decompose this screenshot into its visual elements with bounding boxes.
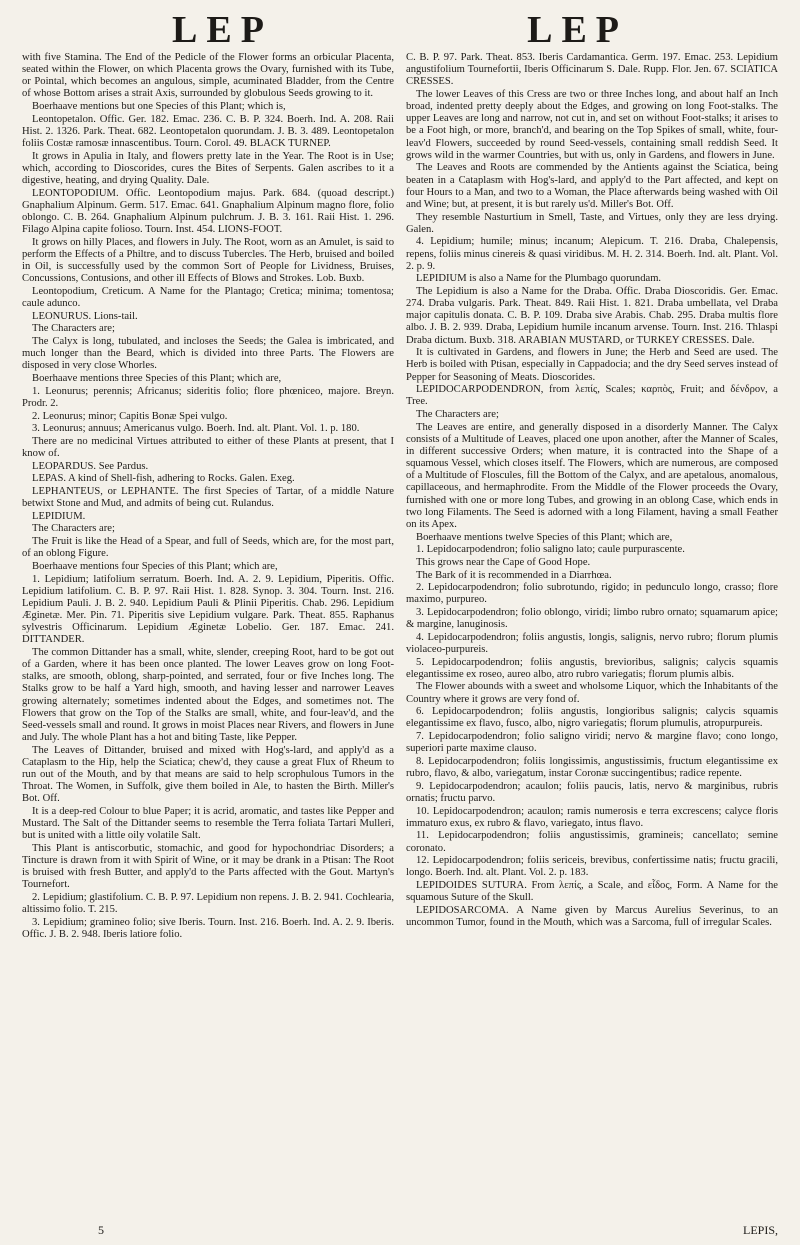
paragraph: 4. Lepidium; humile; minus; incanum; Alepicum. T. 216. Draba, Chalepensis, repens, foliis minus cinereis & quasi viridibus. M. H. 2. 314. Boerh. Ind. alt. Plant. Vol. 2. p. 9. (406, 236, 778, 272)
paragraph: This grows near the Cape of Good Hope. (416, 556, 591, 568)
paragraph: They resemble Nasturtium in Smell, Taste, and Virtues, only they are less drying. Galen. (406, 211, 778, 235)
paragraph: Boerhaave mentions three Species of this Plant; which are, (32, 373, 282, 385)
paragraph: The Characters are; (416, 409, 499, 421)
paragraph: 2. Lepidocarpodendron; folio subrotundo, rigido; in pedunculo longo, crasso; flore maximo, purpureo. (406, 582, 778, 606)
paragraph: 2. Leonurus; minor; Capitis Bonæ Spei vulgo. (32, 410, 228, 422)
paragraph: There are no medicinal Virtues attributed to either of these Plants at present, that I know of. (22, 435, 394, 459)
paragraph: LEONURUS. Lions-tail. (32, 310, 138, 322)
paragraph: The lower Leaves of this Cress are two or three Inches long, and about half an Inch broad, indented pretty deeply about the Edges, and growing on long Foot-stalks. The upper Leaves are long and narrow, not cut in, and set on without Foot-stalks; it arises to be a Foot high, or more, branch'd, and bearing on the Top Spikes of small, white, four-leav'd Flowers, succeeded by round Seed-vessels, containing small reddish Seed. It grows wild in the warmer Countries, but with us, only in Gardens, and flowers in June. (406, 88, 778, 161)
running-head (22, 8, 778, 52)
running-head-right: LEP (527, 9, 628, 51)
paragraph: 1. Lepidocarpodendron; folio saligno lato; caule purpurascente. (416, 544, 685, 556)
paragraph: The Characters are; (32, 323, 115, 335)
paragraph: LEPIDOIDES SUTURA. From λεπίς, a Scale, and εἶδος, Form. A Name for the squamous Suture of the Skull. (406, 879, 778, 904)
right-column (406, 52, 778, 942)
left-column (22, 52, 394, 942)
paragraph: 3. Lepidium; gramineo folio; sive Iberis. Tourn. Inst. 216. Boerh. Ind. A. 2. 9. Iberis. Offic. J. B. 2. 948. Iberis latiore folio. (22, 916, 394, 941)
paragraph: Boerhaave mentions but one Species of this Plant; which is, (32, 101, 286, 113)
signature-mark: 5 (98, 1223, 104, 1237)
paragraph: 6. Lepidocarpodendron; foliis angustis, longioribus salignis; calycis squamis elegantissime ex flavo, fusco, albo, nigro variegatis; florum plumulis, atropurpureis. (406, 706, 778, 730)
paragraph: LEPAS. A kind of Shell-fish, adhering to Rocks. Galen. Exeg. (32, 473, 295, 485)
paragraph: LEPIDOSARCOMA. A Name given by Marcus Aurelius Severinus, to an uncommon Tumor, found in the Mouth, which was a Sarcoma, full of irregular Scales. (406, 904, 778, 928)
paragraph: The Leaves of Dittander, bruised and mixed with Hog's-lard, and apply'd as a Cataplasm to the Hip, help the Sciatica; chew'd, they cause a great Flux of Rheum to run out of the Mouth, and by that means are said to help scrophulous Tumors in the Throat. The Women, in Suffolk, give them boiled in Ale, to hasten the Birth. Miller's Bot. Off. (22, 744, 394, 805)
paragraph: 1. Lepidium; latifolium serratum. Boerh. Ind. A. 2. 9. Lepidium, Piperitis. Offic. Lepidium latifolium. C. B. P. 97. Raii Hist. 1. 828. Synop. 3. 304. Tourn. Inst. 216. Lepidium Pauli. J. B. 2. 940. Lepidium Pauli & Plinii Piperitis. Chab. 296. Lepidium Æginetæ. Mer. Pin. 71. Piperitis sive Lepidium vulgare. Park. Theat. 855. Raphanus sylvestris Officinarum. Lepidium Æginetæ Lobelio. Ger. 187. Emac. 241. DITTANDER. (22, 573, 394, 646)
paragraph: 10. Lepidocarpodendron; acaulon; ramis numerosis e terra excrescens; calyce floris immaturo exus, ex rubro & flavo, variegato, intus flavo. (406, 805, 778, 829)
paragraph: It grows on hilly Places, and flowers in July. The Root, worn as an Amulet, is said to perform the Effects of a Philtre, and to discuss Tubercles. The Herb, bruised and boiled in Oil, is successfully used by the common Sort of People for Lividness, Bruises, Concussions, Contusions, and other ill Effects of Blows and Strokes. Lob. Buxb. (22, 236, 394, 285)
paragraph: 5. Lepidocarpodendron; foliis angustis, brevioribus, salignis; calycis squamis elegantissime ex roseo, aureo albo, atro rubro variegatis; florum plumis albis. (406, 656, 778, 680)
page-footer (22, 1223, 778, 1238)
paragraph: It is a deep-red Colour to blue Paper; it is acrid, aromatic, and tastes like Pepper and Mustard. The Salt of the Dittander seems to resemble the Terra foliata Tartari Mulleri, but is united with a little oily volatile Salt. (22, 806, 394, 842)
paragraph: 12. Lepidocarpodendron; foliis sericeis, brevibus, confertissime natis; fructu gracili, longo. Boerh. Ind. alt. Plant. Vol. 2. p. 183. (406, 855, 778, 879)
paragraph: LEPHANTEUS, or LEPHANTE. The first Species of Tartar, of a middle Nature betwixt Stone and Mud, and admits of being cut. Rulandus. (22, 485, 394, 510)
paragraph: Leontopodium, Creticum. A Name for the Plantago; Cretica; minima; tomentosa; caule adunco. (22, 285, 394, 310)
paragraph: Boerhaave mentions twelve Species of this Plant; which are, (416, 531, 673, 543)
paragraph: 2. Lepidium; glastifolium. C. B. P. 97. Lepidium non repens. J. B. 2. 941. Cochlearia, altissimo folio. T. 215. (22, 892, 394, 916)
paragraph: with five Stamina. The End of the Pedicle of the Flower forms an orbicular Placenta, seated within the Flower, on which Placenta grows the Ovary, furnished with its Tube, or Pointal, which becomes an angulous, simple, acuminated Bladder, from the Centre of whose Bottom arises a strait Axis, surrounded by globulous Seeds growing to it. (22, 52, 394, 100)
paragraph: The Characters are; (32, 523, 115, 535)
paragraph: The Leaves are entire, and generally disposed in a disorderly Manner. The Calyx consists of a Multitude of Leaves, placed one upon another, after the Manner of Scales, in different successive Orders; when mature, it is contracted into the Shape of a squamous Vessel, which closes itself. The Flowers, which are numerous, are composed of a Multitude of Floscules, fill the Bottom of the Calyx, and are apetalous, anomalous, capillaceous, and hermaphrodite. From the Middle of the Flower proceeds the Ovary, furnished with one or more long Tubes, and growing in an oblong Case, which ends in two long Filaments. The Seed is adorned with a long Filament, having a small Feather on its Apex. (406, 421, 778, 530)
paragraph: The Flower abounds with a sweet and wholsome Liquor, which the Inhabitants of the Country where it grows are very fond of. (406, 681, 778, 705)
catchword: LEPIS, (742, 1223, 778, 1237)
paragraph: The Bark of it is recommended in a Diarrhœa. (416, 569, 612, 581)
paragraph: 7. Lepidocarpodendron; folio saligno viridi; nervo & margine flavo; cono longo, superiori parte maxime clauso. (406, 731, 778, 755)
paragraph: The Calyx is long, tubulated, and incloses the Seeds; the Galea is imbricated, and much longer than the Beard, which is divided into three Parts. The Flowers are disposed in very close Whorles. (22, 336, 394, 372)
paragraph: 4. Lepidocarpodendron; foliis angustis, longis, salignis, nervo rubro; florum plumis violaceo-purpureis. (406, 631, 778, 655)
paragraph: 3. Lepidocarpodendron; folio oblongo, viridi; limbo rubro ornato; squamarum apice; & margine, lanuginosis. (406, 607, 778, 631)
running-head-left: LEP (172, 9, 273, 51)
paragraph: 3. Leonurus; annuus; Americanus vulgo. Boerh. Ind. alt. Plant. Vol. 1. p. 180. (32, 423, 360, 435)
paragraph: Boerhaave mentions four Species of this Plant; which are, (32, 560, 278, 572)
paragraph: LEPIDIUM. (32, 510, 86, 522)
paragraph: Leontopetalon. Offic. Ger. 182. Emac. 236. C. B. P. 324. Boerh. Ind. A. 208. Raii Hist. 2. 1326. Park. Theat. 682. Leontopetalon quorundam. J. B. 3. 489. Leontopetalon foliis Costæ ramosæ innascentibus. Tourn. Corol. 49. BLACK TURNEP. (22, 113, 394, 150)
paragraph: 8. Lepidocarpodendron; foliis longissimis, angustissimis, fructum elegantissime ex rubro, flavo, & albo, variegatum, instar Coronæ succingentibus; radice repente. (406, 755, 778, 780)
paragraph: LEPIDOCARPODENDRON, from λεπίς, Scales; καρπὸς, Fruit; and δένδρον, a Tree. (406, 384, 778, 408)
paragraph: The Lepidium is also a Name for the Draba. Offic. Draba Dioscoridis. Ger. Emac. 274. Draba vulgaris. Park. Theat. 849. Raii Hist. 1. 821. Draba umbellata, vel Draba major capitulis donata. C. B. P. 109. Draba sive Arabis. Chab. 295. Draba multis flore albo. J. B. 2. 939. Draba, Lepidium humile incanum arvense. Tourn. Inst. 216. Thlaspi Draba dictum. Buxb. 318. ARABIAN MUSTARD, or TURKEY CRESSES. Dale. (406, 285, 778, 346)
paragraph: The Leaves and Roots are commended by the Antients against the Sciatica, being beaten in a Cataplasm with Hog's-lard, and apply'd to the Part affected, and kept on four Hours to a Man, and two to a Woman, the Place afterwards being washed with Oil and Wine; but, at present, it is but rarely us'd. Miller's Bot. Off. (406, 162, 778, 210)
paragraph: LEONTOPODIUM. Offic. Leontopodium majus. Park. 684. (quoad descript.) Gnaphalium Alpinum. Germ. 517. Emac. 641. Gnaphalium Alpinum magno flore, folio oblongo. C. B. 264. Gnaphalium Alpinum pulchrum. J. B. 3. 161. Raii Hist. 1. 296. Filago Alpina capite folioso. Tourn. Inst. 454. LIONS-FOOT. (22, 187, 394, 236)
paragraph: 1. Leonurus; perennis; Africanus; sideritis folio; flore phœniceo, majore. Breyn. Prodr. 2. (22, 385, 394, 409)
paragraph: LEOPARDUS. See Pardus. (32, 460, 149, 472)
paragraph: It grows in Apulia in Italy, and flowers pretty late in the Year. The Root is in Use; which, according to Dioscorides, cures the Bites of Serpents. Galen ascribes to it a digestive, heating, and drying Quality. Dale. (22, 150, 394, 187)
paragraph: This Plant is antiscorbutic, stomachic, and good for hypochondriac Disorders; a Tincture is drawn from it with Spirit of Wine, or it may be drank in a Ptisan: The Root is bruised with fresh Butter, and apply'd to the Parts affected with the Gout. Martyn's Tournefort. (22, 843, 394, 891)
paragraph: It is cultivated in Gardens, and flowers in June; the Herb and Seed are used. The Herb is boiled with Ptisan, especially in Cappadocia; and the dry Seed serves instead of Pepper for Seasoning of Meats. Dioscorides. (406, 347, 778, 383)
paragraph: The common Dittander has a small, white, slender, creeping Root, hard to be got out of a Garden, where it has been once planted. The lower Leaves grow on long Foot-stalks, are smooth, oblong, sharp-pointed, and serrated, four or five Inches long. The Stalks grow to be half a Yard high, smooth, and having lesser and narrower Leaves growing alternately; sometimes indented about the Edges, and sometimes not. The Flowers that grow on the Top of the Stalks are small, white, and four-leav'd, and the Seed-vessels small and round. It grows in moist Places near Rivers, and flowers in June and July. The whole Plant has a hot and biting Taste, like Pepper. (22, 647, 394, 744)
paragraph: 9. Lepidocarpodendron; acaulon; foliis paucis, latis, nervo & marginibus, rubris ornatis; fructu parvo. (406, 780, 778, 804)
text-columns (22, 52, 778, 942)
paragraph: 11. Lepidocarpodendron; foliis angustissimis, gramineis; cancellato; semine coronato. (406, 830, 778, 854)
paragraph: LEPIDIUM is also a Name for the Plumbago quorundam. (416, 273, 662, 285)
paragraph: The Fruit is like the Head of a Spear, and full of Seeds, which are, for the most part, of an oblong Figure. (22, 536, 394, 560)
paragraph: C. B. P. 97. Park. Theat. 853. Iberis Cardamantica. Germ. 197. Emac. 253. Lepidium angustifolium Tournefortii, Iberis Officinarum S. Dale. Rupp. Flor. Jen. 67. SCIATICA CRESSES. (406, 52, 778, 88)
